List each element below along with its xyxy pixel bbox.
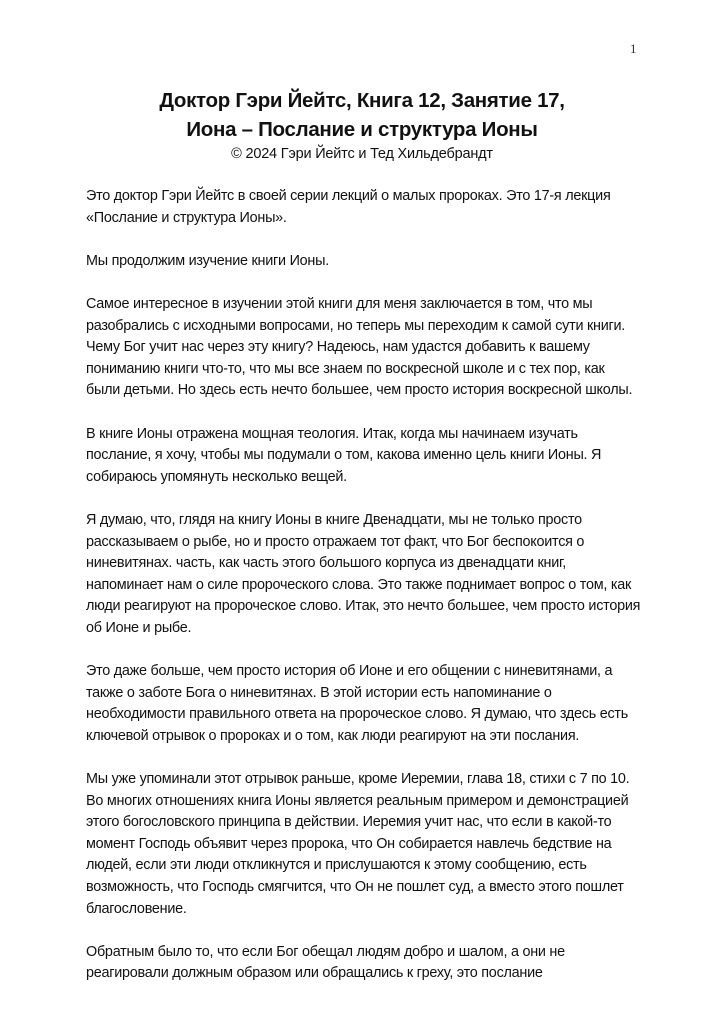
page-number: 1 [630, 41, 637, 56]
paragraph: В книге Ионы отражена мощная теология. Итак, когда мы начинаем изучать послание, я хочу, чтобы мы подумали о том, какова именно цель книги Ионы. Я собираюсь упомянуть несколько вещей. [86, 425, 602, 485]
document-title-line-1: Доктор Гэри Йейтс, Книга 12, Занятие 17, [159, 89, 565, 112]
paragraph: Мы продолжим изучение книги Ионы. [86, 252, 329, 269]
paragraph: Самое интересное в изучении этой книги для меня заключается в том, что мы разобрались с исходными вопросами, но теперь мы переходим к самой сути книги. Чему Бог учит нас через эту книгу? Надеюсь, нам удастся добавить к вашему пониманию книги что-то, что мы все знаем по воскресной школе и с тех пор, как были детьми. Но здесь есть нечто большее, чем просто история воскресной школы. [86, 295, 633, 399]
document-body [86, 186, 642, 1007]
document-title-line-2: Иона – Послание и структура Ионы [186, 118, 538, 141]
paragraph: Это даже больше, чем просто история об Ионе и его общении с ниневитянами, а также о заботе Бога о ниневитянах. В этой истории есть напоминание о необходимости правильного ответа на пророческое слово. Я думаю, что здесь есть ключевой отрывок о пророках и о том, как люди реагируют на эти послания. [86, 663, 629, 744]
paragraph: Я думаю, что, глядя на книгу Ионы в книге Двенадцати, мы не только просто рассказываем о рыбе, но и просто отражаем тот факт, что Бог беспокоится о ниневитянах. часть, как часть этого большого корпуса из двенадцати книг, напоминает нам о силе пророческого слова. Это также поднимает вопрос о том, как люди реагируют на пророческое слово. Итак, это нечто большее, чем просто история об Ионе и рыбе. [86, 511, 641, 636]
paragraph: Обратным было то, что если Бог обещал людям добро и шалом, а они не реагировали должным образом или обращались к греху, это послание [86, 943, 565, 982]
paragraph: Это доктор Гэри Йейтс в своей серии лекций о малых пророках. Это 17-я лекция «Послание и структура Ионы». [86, 188, 611, 226]
document-header [0, 86, 724, 164]
paragraph: Мы уже упоминали этот отрывок раньше, кроме Иеремии, глава 18, стихи с 7 по 10. Во многих отношениях книга Ионы является реальным примером и демонстрацией этого богословского принципа в действии. Иеремия учит нас, что если в какой-то момент Господь объявит через пророка, что Он собирается навлечь бедствие на людей, если эти люди откликнутся и прислушаются к этому сообщению, есть возможность, что Господь смягчится, что Он не пошлет суд, а вместо этого пошлет благословение. [86, 771, 630, 917]
copyright-notice: © 2024 Гэри Йейтс и Тед Хильдебрандт [231, 146, 493, 162]
